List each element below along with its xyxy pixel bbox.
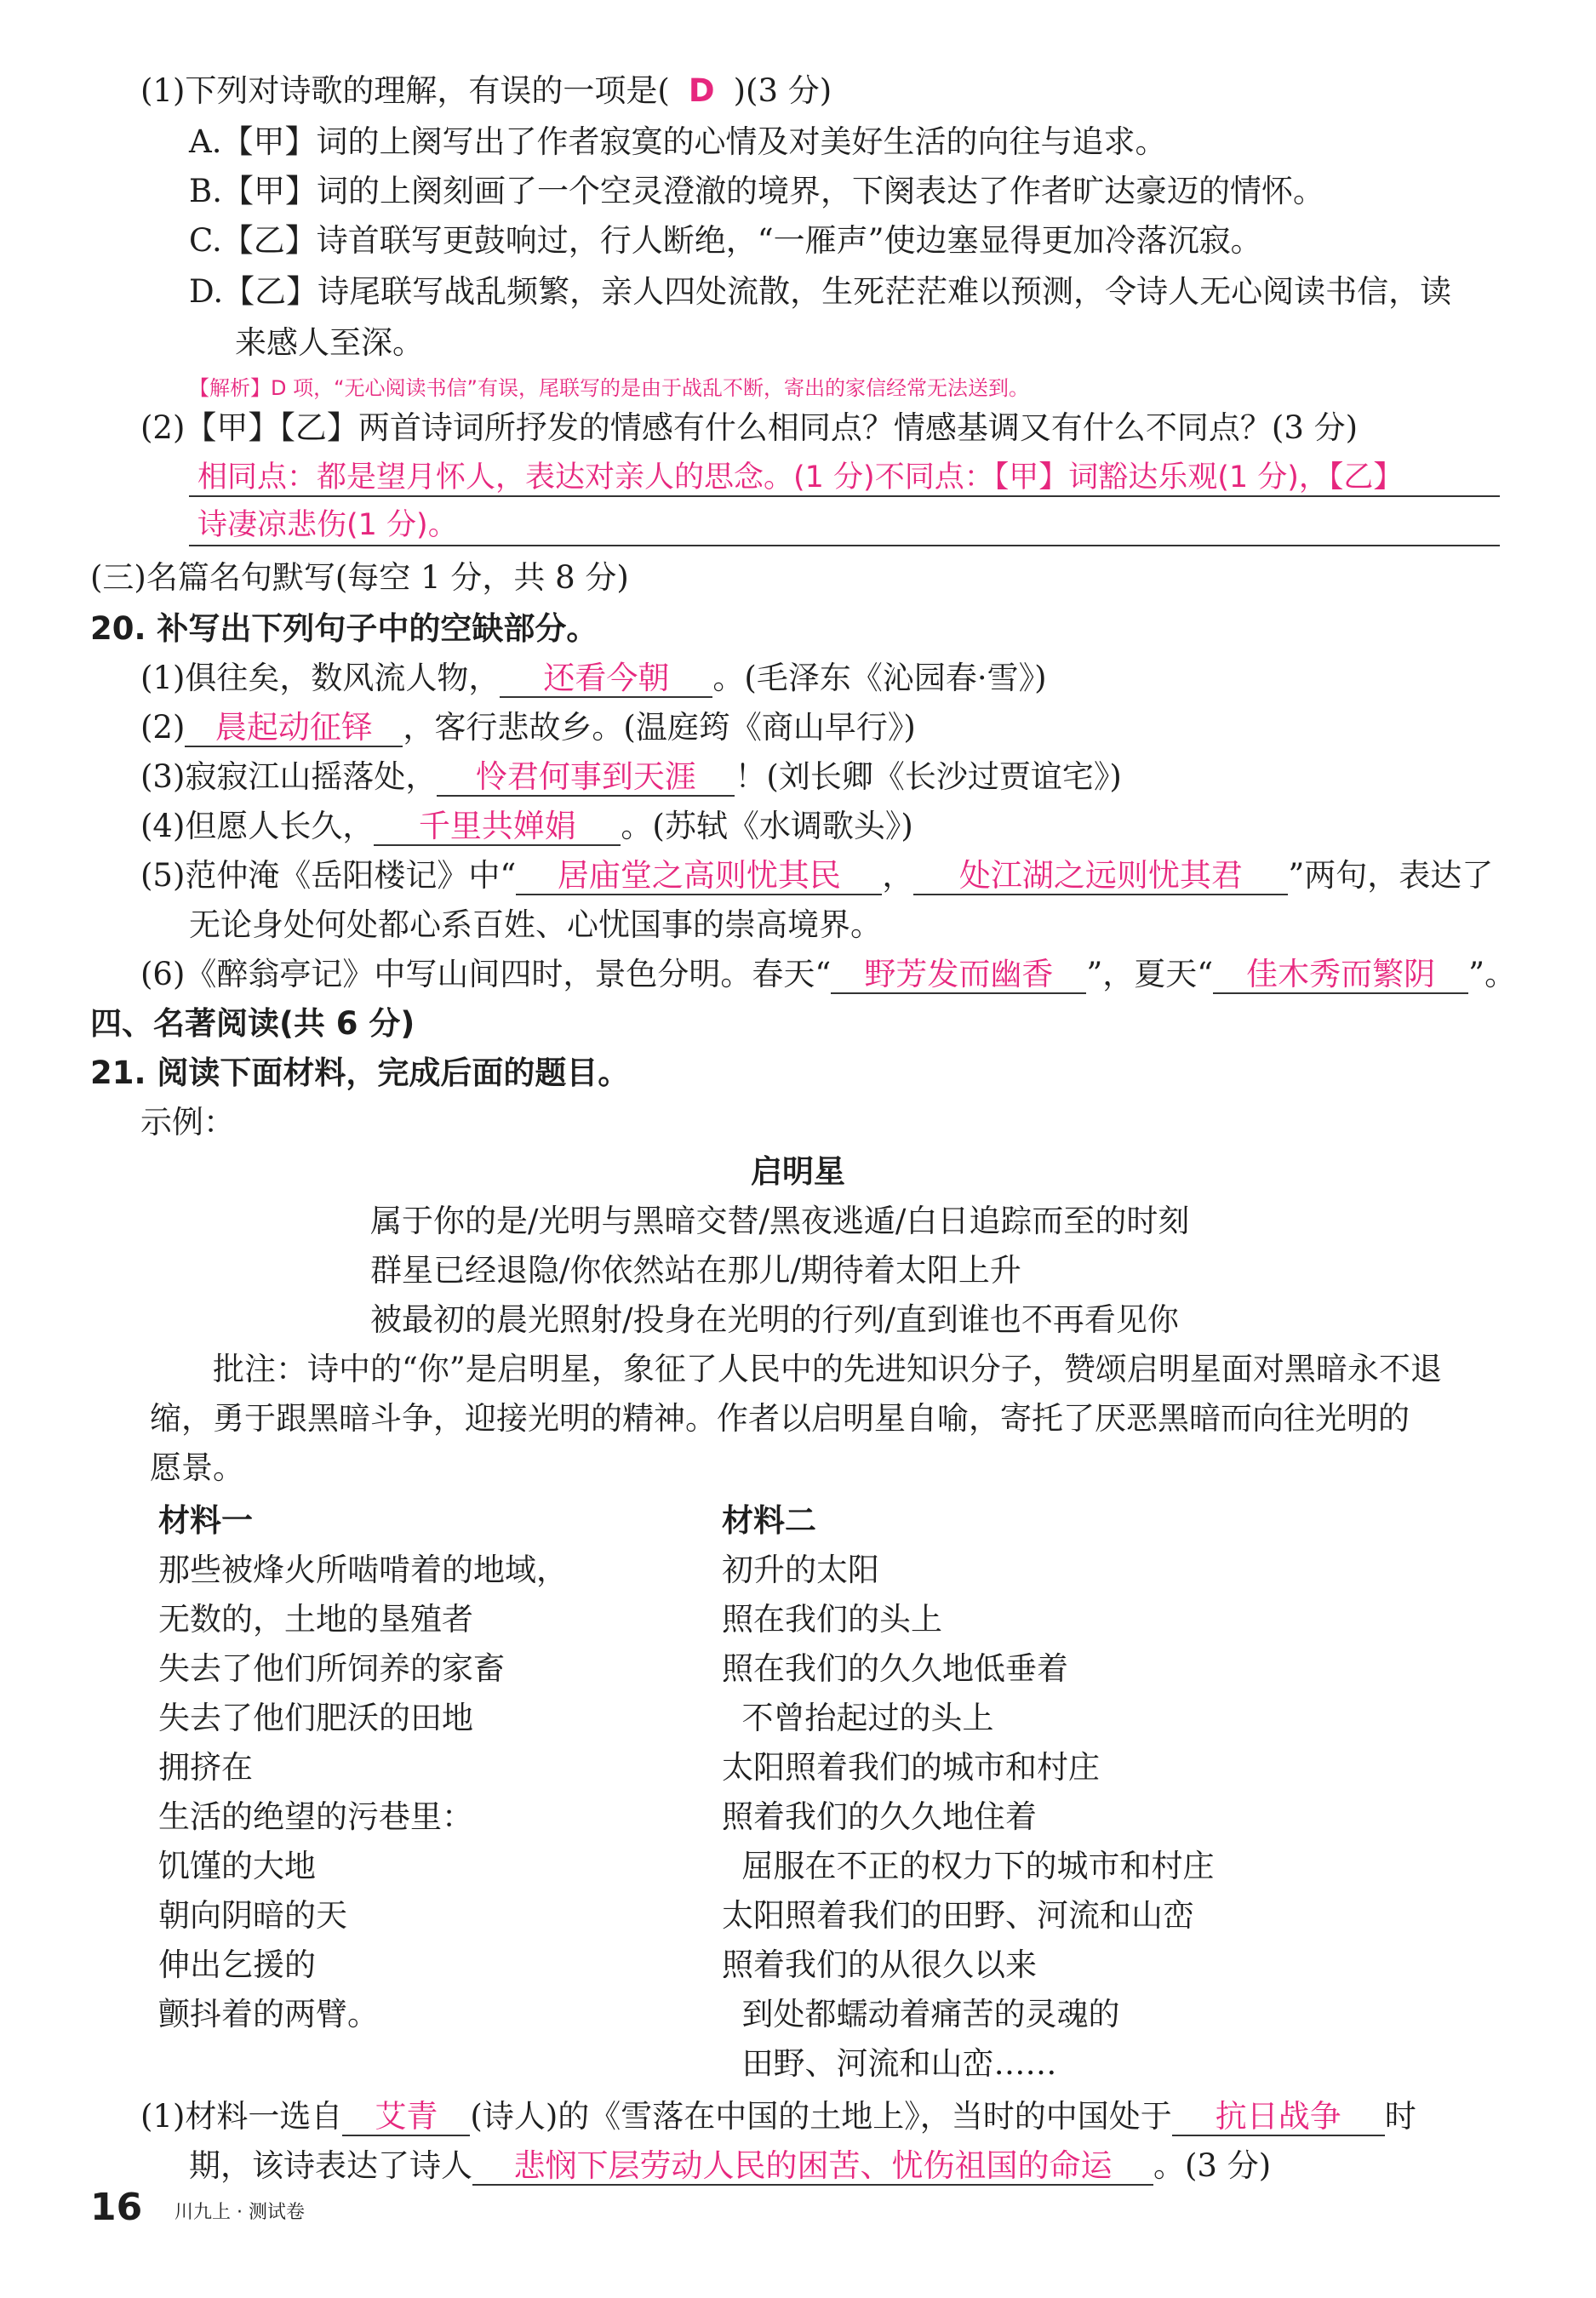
q19-1-answer: D: [688, 72, 715, 109]
comment-line: 缩，勇于跟黑暗斗争，迎接光明的精神。作者以启明星自喻，寄托了厌恶黑暗而向往光明的: [150, 1400, 1410, 1437]
q20-item-5-cont: 无论身处何处都心系百姓、心忧国事的崇高境界。: [189, 906, 882, 943]
material2-line: 照着我们的久久地住着: [722, 1798, 1037, 1835]
material2-line: 不曾抬起过的头上: [722, 1700, 994, 1736]
q21-1-answer-3: 悲悯下层劳动人民的困苦、忧伤祖国的命运: [472, 2148, 1153, 2186]
comment-line: 批注：诗中的“你”是启明星，象征了人民中的先进知识分子，赞颂启明星面对黑暗永不退: [213, 1351, 1442, 1387]
material2-line: 初升的太阳: [722, 1552, 879, 1588]
q20-item-4: [140, 805, 913, 848]
answer-rule: [189, 545, 1500, 546]
q20-item-2: [140, 706, 916, 749]
q19-1-stem: [140, 70, 832, 112]
q21-1-stem: [140, 2095, 1416, 2138]
q20-item-5-answer-2: 处江湖之远则忧其君: [913, 858, 1288, 895]
material1-line: 失去了他们肥沃的田地: [158, 1700, 473, 1736]
material1-line: 生活的绝望的污巷里：: [158, 1798, 473, 1835]
q20-item-2-source: ，客行悲故乡。(温庭筠《商山早行》): [403, 709, 916, 746]
q19-2-answer-line1: 相同点：都是望月怀人，表达对亲人的思念。(1 分)不同点：【甲】词豁达乐观(1 分)，【乙】: [197, 460, 1404, 494]
page-number: 16: [90, 2186, 143, 2229]
q21-1-mid: (诗人)的《雪落在中国的土地上》，当时的中国处于: [470, 2098, 1172, 2135]
book-title: 川九上 · 测试卷: [174, 2202, 305, 2223]
q20-item-5: [140, 855, 1493, 897]
q21-1-answer-2: 抗日战争: [1172, 2099, 1385, 2136]
q20-item-3: [140, 756, 1122, 798]
poem-line: 被最初的晨光照射/投身在光明的行列/直到谁也不再看见你: [370, 1301, 1179, 1338]
q20-item-4-source: 。(苏轼《水调歌头》): [621, 808, 913, 844]
example-label: 示例：: [140, 1104, 235, 1140]
q20-item-6-after: ”。: [1468, 956, 1517, 992]
material1-line: 朝向阴暗的天: [158, 1897, 347, 1934]
q20-item-2-answer: 晨起动征铎: [185, 710, 403, 747]
q21-1-answer-1: 艾青: [342, 2099, 470, 2136]
q19-2-stem: (2)【甲】【乙】两首诗词所抒发的情感有什么相同点？情感基调又有什么不同点？(3 分): [140, 409, 1359, 446]
q20-item-4-answer: 千里共婵娟: [374, 809, 621, 846]
q20-item-4-text: (4)但愿人长久，: [140, 808, 375, 844]
q20-item-5-after: ”两句，表达了: [1288, 857, 1494, 894]
material1-title: 材料一: [158, 1502, 253, 1539]
material2-line: 太阳照着我们的田野、河流和山峦: [722, 1897, 1194, 1934]
material2-line: 屈服在不正的权力下的城市和村庄: [722, 1848, 1215, 1884]
material1-line: 无数的，土地的垦殖者: [158, 1601, 473, 1638]
q19-1-stem-text: (1)下列对诗歌的理解，有误的一项是(: [140, 72, 670, 109]
q21-1-points: 。(3 分): [1153, 2147, 1272, 2184]
section4-title: 四、名著阅读(共 6 分): [90, 1005, 415, 1042]
q20-item-3-answer: 怜君何事到天涯: [437, 759, 735, 797]
q20-item-2-text: (2): [140, 709, 186, 746]
q21-1-text-2: 期，该诗表达了诗人: [189, 2147, 472, 2184]
q19-1-option-d: D.【乙】诗尾联写战乱频繁，亲人四处流散，生死茫茫难以预测，令诗人无心阅读书信，读: [189, 273, 1452, 310]
q19-1-analysis: 【解析】D 项，“无心阅读书信”有误，尾联写的是由于战乱不断，寄出的家信经常无法送到。: [189, 376, 1029, 400]
material1-line: 那些被烽火所啮啃着的地域，: [158, 1552, 568, 1588]
material1-line: 失去了他们所饲养的家畜: [158, 1650, 505, 1687]
material2-title: 材料二: [722, 1502, 816, 1539]
q20-title: 20. 补写出下列句子中的空缺部分。: [90, 610, 598, 647]
q19-1-option-c: C.【乙】诗首联写更鼓响过，行人断绝，“一雁声”使边塞显得更加冷落沉寂。: [189, 222, 1262, 259]
material2-line: 到处都蠕动着痛苦的灵魂的: [722, 1996, 1120, 2032]
q19-1-points: )(3 分): [733, 72, 832, 109]
q19-1-option-b: B.【甲】词的上阕刻画了一个空灵澄澈的境界，下阕表达了作者旷达豪迈的情怀。: [189, 173, 1324, 209]
material1-line: 拥挤在: [158, 1749, 253, 1786]
q20-item-6-answer-1: 野芳发而幽香: [831, 957, 1086, 994]
q20-item-1-text: (1)俱往矣，数风流人物，: [140, 660, 501, 696]
q20-item-1: [140, 657, 1047, 700]
q20-item-5-sep: ，: [882, 857, 914, 894]
q21-1-after: 时: [1384, 2098, 1416, 2135]
q20-item-1-source: 。(毛泽东《沁园春·雪》): [712, 660, 1047, 696]
q20-item-3-text: (3)寂寂江山摇落处，: [140, 758, 438, 795]
q21-title: 21. 阅读下面材料，完成后面的题目。: [90, 1055, 630, 1091]
q19-1-option-d-cont: 来感人至深。: [235, 324, 424, 361]
q20-item-3-source: ！(刘长卿《长沙过贾谊宅》): [735, 758, 1122, 795]
material2-line: 照着我们的从很久以来: [722, 1946, 1037, 1983]
q21-1-text: (1)材料一选自: [140, 2098, 343, 2135]
material1-line: 饥馑的大地: [158, 1848, 316, 1884]
q20-item-5-answer-1: 居庙堂之高则忧其民: [516, 858, 882, 895]
material2-line: 田野、河流和山峦……: [722, 2045, 1057, 2082]
comment-line: 愿景。: [150, 1449, 244, 1486]
q20-item-6-text: (6)《醉翁亭记》中写山间四时，景色分明。春天“: [140, 956, 832, 992]
material2-line: 照在我们的头上: [722, 1601, 942, 1638]
poem-title: 启明星: [751, 1153, 845, 1190]
q20-item-5-text: (5)范仲淹《岳阳楼记》中“: [140, 857, 517, 894]
material1-line: 颤抖着的两臂。: [158, 1996, 379, 2032]
q20-item-6: [140, 953, 1516, 996]
q20-item-6-answer-2: 佳木秀而繁阴: [1213, 957, 1468, 994]
material2-line: 照在我们的久久地低垂着: [722, 1650, 1068, 1687]
q19-1-option-a: A.【甲】词的上阕写出了作者寂寞的心情及对美好生活的向往与追求。: [189, 123, 1167, 160]
poem-line: 属于你的是/光明与黑暗交替/黑夜逃遁/白日追踪而至的时刻: [370, 1203, 1190, 1239]
poem-line: 群星已经退隐/你依然站在那儿/期待着太阳上升: [370, 1252, 1021, 1289]
q20-item-6-mid: ”，夏天“: [1086, 956, 1214, 992]
q19-2-answer-line2: 诗凄凉悲伤(1 分)。: [197, 508, 458, 542]
q20-item-1-answer: 还看今朝: [500, 660, 712, 698]
q21-1-stem-cont: [189, 2145, 1271, 2187]
answer-rule: [189, 495, 1500, 497]
material1-line: 伸出乞援的: [158, 1946, 316, 1983]
material2-line: 太阳照着我们的城市和村庄: [722, 1749, 1100, 1786]
section3-title: (三)名篇名句默写(每空 1 分，共 8 分): [90, 559, 629, 596]
